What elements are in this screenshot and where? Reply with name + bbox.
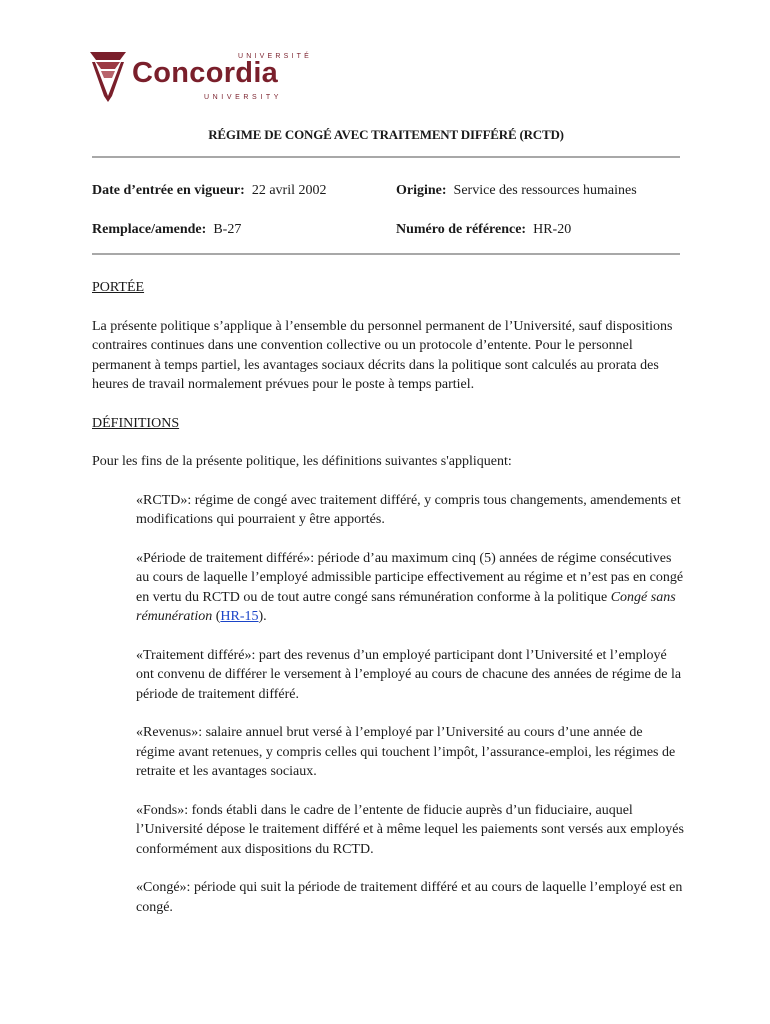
page-title: RÉGIME DE CONGÉ AVEC TRAITEMENT DIFFÉRÉ (RCTD) [208,127,564,142]
definition-conge: «Congé»: période qui suit la période de traitement différé et au cours de laquelle l’employé est en congé. [136,880,683,915]
definition-rctd: «RCTD»: régime de congé avec traitement différé, y compris tous changements, amendements et modifications qui pourraient y être apportés. [136,492,681,527]
effective-date-value: 22 avril 2002 [251,183,327,198]
reference-number [396,222,571,238]
divider-top [92,156,680,158]
definition-revenus: «Revenus»: salaire annuel brut versé à l’employé par l’Université au cours d’une année de régime avant retenues, y compris celles qui touchent l’impôt, l’assurance-emploi, les régimes de retraite et les avantages sociaux. [136,725,676,779]
document-body [92,278,684,936]
definition-periode: «Période de traitement différé»: période d’au maximum cinq (5) années de régime consécutives au cours de laquelle l’employé admissible participe effectivement au régime et n’est pas en congé en vertu du RCTD ou de tout autre congé sans rémunération conforme à la politique Congé sans rémunération (HR-15). [136,550,684,624]
replaces [92,222,241,238]
definition-fonds: «Fonds»: fonds établi dans le cadre de l’entente de fiducie auprès d’un fiduciaire, auquel l’Université dépose le traitement différé et à même lequel les paiements sont versés aux employés conformément aux dispositions du RCTD. [136,802,684,857]
policy-name: Congé sans rémunération [136,589,676,624]
replaces-label: Remplace/amende: [92,222,207,237]
scope-heading: PORTÉE [92,280,145,295]
reference-value: HR-20 [533,222,572,237]
definitions-intro: Pour les fins de la présente politique, les définitions suivantes s'appliquent: [92,454,512,469]
logo-top-text: UNIVERSITÉ [238,53,313,60]
logo-wordmark: Concordia [132,57,279,89]
hr-15-link[interactable]: HR-15 [220,609,259,624]
origin-value: Service des ressources humaines [453,183,637,198]
effective-date: Date d’entrée en vigueur: 22 avril 2002 [92,183,327,198]
divider-bottom [92,253,680,255]
reference-label: Numéro de référence: [396,222,527,237]
definitions-heading: DÉFINITIONS [92,415,180,431]
origin-label: Origine: [396,183,447,198]
replaces-value: B-27 [213,222,242,237]
definition-periode-text: «Période de traitement différé»: période d’au maximum cinq (5) années de régime consécutives au cours de laquelle l’employé admissible participe effectivement au régime et n’est pas en congé en vertu du RCTD ou de tout autre congé sans rémunération conforme à la politique [136,550,684,605]
origin [396,183,637,199]
concordia-logo [88,48,313,108]
scope-paragraph: La présente politique s’applique à l’ensemble du personnel permanent de l’Université, sauf dispositions contraires continues dans une convention collective ou un protocole d’entente. Pour le personnel permanent à temps partiel, les avantages sociaux décrits dans la politique sont calculés au prorata des heures de travail normalement prévues pour le poste à temps partiel. [92,318,673,392]
logo-bottom-text: UNIVERSITY [204,94,283,101]
definition-traitement: «Traitement différé»: part des revenus d’un employé participant dont l’Université et l’employé ont convenu de différer le versement à l’employé au cours de chacune des années de régime de la période de traitement différé. [136,647,682,702]
effective-date-label: Date d’entrée en vigueur [92,183,241,198]
concordia-emblem-icon [88,48,128,104]
